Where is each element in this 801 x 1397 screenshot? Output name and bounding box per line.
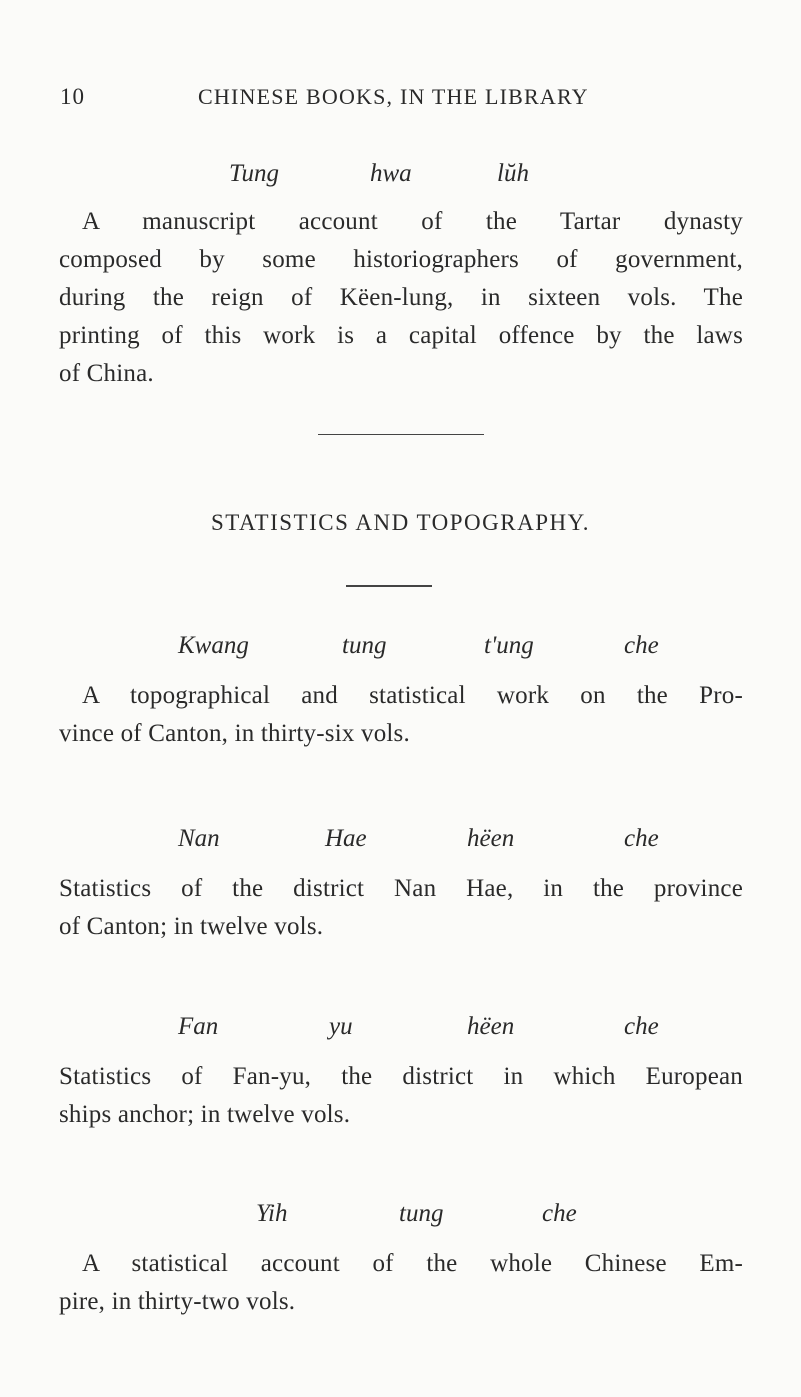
title-word: Hae	[325, 825, 367, 852]
entry-description	[59, 870, 743, 946]
title-word: Kwang	[178, 632, 249, 659]
title-word: t'ung	[484, 632, 534, 659]
entry-title	[0, 160, 801, 194]
entry-title	[0, 1013, 801, 1047]
title-word: tung	[399, 1200, 444, 1227]
text-line: A manuscript account of the Tartar dynasty	[82, 208, 743, 235]
entry-title	[0, 825, 801, 859]
title-word: hwa	[370, 160, 412, 187]
entry-description	[59, 1245, 743, 1321]
text-line: Statistics of the district Nan Hae, in the province	[59, 875, 743, 902]
text-line: of Canton; in twelve vols.	[59, 913, 324, 940]
title-word: che	[624, 632, 659, 659]
title-word: che	[624, 825, 659, 852]
title-word: che	[624, 1013, 659, 1040]
text-line: pire, in thirty-two vols.	[59, 1288, 296, 1315]
entry-title	[0, 632, 801, 666]
text-line: composed by some historiographers of government,	[59, 246, 743, 273]
entry-description	[59, 677, 743, 753]
entry-description	[59, 203, 743, 393]
title-word: Yih	[256, 1200, 288, 1227]
title-word: tung	[342, 632, 387, 659]
title-word: Nan	[178, 825, 220, 852]
title-word: lŭh	[497, 160, 529, 187]
entry-title	[0, 1200, 801, 1234]
title-word: che	[542, 1200, 577, 1227]
text-line: printing of this work is a capital offence by the laws	[59, 322, 743, 349]
text-line: vince of Canton, in thirty-six vols.	[59, 720, 410, 747]
title-word: Tung	[229, 160, 280, 187]
running-head	[60, 84, 760, 116]
title-word: Fan	[178, 1013, 219, 1040]
text-line: A topographical and statistical work on the Pro-	[82, 682, 743, 709]
text-line: ships anchor; in twelve vols.	[59, 1101, 351, 1128]
page-number: 10	[60, 84, 85, 109]
text-line: of China.	[59, 360, 154, 387]
text-line: during the reign of Këen-lung, in sixteen vols. The	[59, 284, 743, 311]
text-line: A statistical account of the whole Chinese Em-	[82, 1250, 743, 1277]
entry-description	[59, 1058, 743, 1134]
title-word: yu	[329, 1013, 353, 1040]
title-word: hëen	[467, 825, 515, 852]
title-word: hëen	[467, 1013, 515, 1040]
running-title: CHINESE BOOKS, IN THE LIBRARY	[198, 84, 589, 109]
section-heading: STATISTICS AND TOPOGRAPHY.	[210, 510, 591, 535]
heading-underline	[346, 585, 432, 587]
text-line: Statistics of Fan-yu, the district in which European	[59, 1063, 743, 1090]
section-divider	[318, 434, 484, 435]
